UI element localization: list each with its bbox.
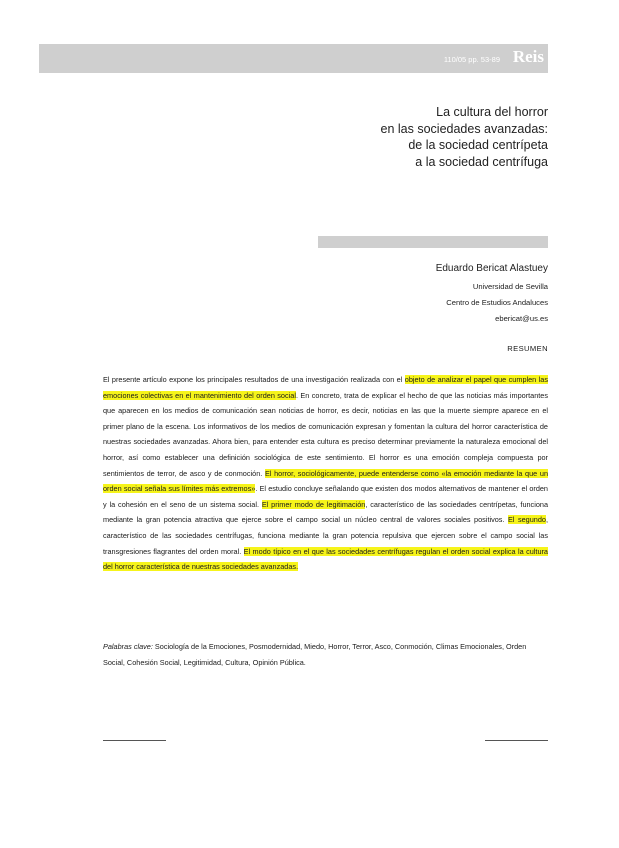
title-line: a la sociedad centrífuga [415, 154, 548, 169]
highlighted-text: El modo típico en el que las sociedades centrífugas regulan el orden social explica la cultura del horror característica de nuestras sociedades avanzadas. [103, 546, 548, 572]
title-line: en las sociedades avanzadas: [380, 121, 548, 136]
abstract-text: , característico de las sociedades centrípetas, funciona mediante la gran potencia atractiva que ejerce sobre el campo social un núcleo central de valores sociales positivos. [103, 499, 549, 525]
journal-header-bar [39, 44, 548, 73]
section-rule [318, 236, 548, 248]
abstract-text: , característico de las sociedades centrífugas, funciona mediante la gran potencia repulsiva que ejercen sobre el campo social las transgresiones flagrantes del orden moral. [103, 515, 549, 556]
title-line: La cultura del horror [436, 105, 548, 119]
abstract-text: . El estudio concluye señalando que existen dos modos alternativos de mantener el orden y la cohesión en el seno de un sistema social. [103, 484, 548, 509]
affiliation-university: Universidad de Sevilla [472, 282, 548, 291]
journal-name: Reis [512, 47, 544, 66]
highlighted-text: El segundo [507, 515, 546, 525]
highlighted-text: El primer modo de legitimación [261, 499, 366, 509]
author-affiliation [446, 279, 548, 327]
author-name: Eduardo Bericat Alastuey [435, 263, 548, 274]
issue-pages: 110/05 pp. 53-89 [443, 55, 500, 64]
title-line: de la sociedad centrípeta [408, 138, 548, 152]
footnote-rule-left [103, 740, 166, 741]
abstract-heading: RESUMEN [507, 344, 548, 353]
keywords-label: Palabras clave: [103, 642, 153, 651]
footnote-rule-right [485, 740, 548, 741]
author-email[interactable]: ebericat@us.es [495, 314, 548, 323]
highlighted-text: objeto de analizar el papel que cumplen las emociones colectivas en el mantenimiento del orden social [103, 375, 548, 400]
abstract-body [103, 372, 548, 575]
highlighted-text: El horror, sociológicamente, puede entenderse como «la emoción mediante la que un orden social señala sus límites más extremos» [103, 468, 548, 494]
keywords [103, 639, 548, 670]
abstract-text: El presente artículo expone los principales resultados de una investigación realizada con el [103, 375, 405, 384]
abstract-text: . En concreto, trata de explicar el hecho de que las noticias más importantes que aparecen en los medios de comunicación sean noticias de horror, es decir, noticias en las que la muerte siempre aparece en el primer plano de la escena. Los informativos de los medios de comunicación expresan y fomentan la cultura del horror característica de nuestras sociedades avanzadas. Ahora bien, para entender esta cultura es preciso determinar previamente la naturaleza emocional del horror, así como establecer una definición sociológica de este sentimiento. El horror es una emoción compleja compuesta por sentimientos de terror, de asco y de conmoción. [103, 390, 549, 478]
keywords-text: Sociología de la Emociones, Posmodernidad, Miedo, Horror, Terror, Asco, Conmoción, Climas Emocionales, Orden Social, Cohesión Social, Legitimidad, Cultura, Opinión Pública. [103, 642, 527, 667]
affiliation-center: Centro de Estudios Andaluces [446, 298, 548, 307]
article-title [381, 104, 548, 170]
